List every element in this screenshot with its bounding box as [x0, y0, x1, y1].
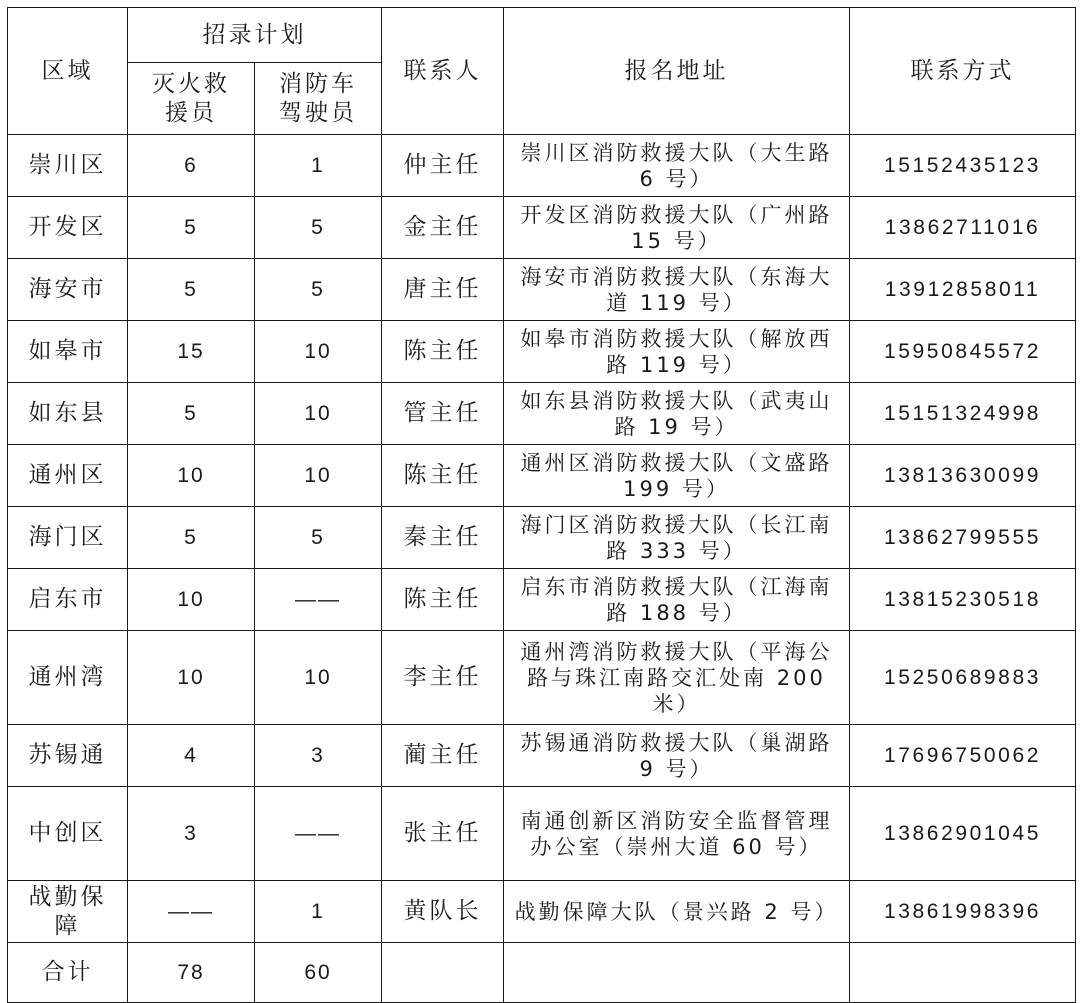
address-cell: 南通创新区消防安全监督管理办公室（崇州大道 60 号） — [504, 787, 850, 881]
header-firefighter: 灭火救援员 — [128, 63, 255, 135]
header-region: 区域 — [8, 8, 128, 135]
table-row — [8, 507, 1076, 569]
header-registration-address: 报名地址 — [504, 8, 850, 135]
region-cell: 崇川区 — [8, 135, 128, 197]
contact-cell: 唐主任 — [382, 259, 504, 321]
total-label: 合计 — [8, 943, 128, 1003]
address-cell: 如皋市消防救援大队（解放西路 119 号） — [504, 321, 850, 383]
address-cell: 如东县消防救援大队（武夷山路 19 号） — [504, 383, 850, 445]
table-row — [8, 197, 1076, 259]
address-cell: 开发区消防救援大队（广州路 15 号） — [504, 197, 850, 259]
region-cell: 海安市 — [8, 259, 128, 321]
address-cell: 通州湾消防救援大队（平海公路与珠江南路交汇处南 200 米） — [504, 631, 850, 725]
firefighter-count: 5 — [128, 383, 255, 445]
table-row — [8, 259, 1076, 321]
address-cell: 启东市消防救援大队（江海南路 188 号） — [504, 569, 850, 631]
firefighter-count: 10 — [128, 631, 255, 725]
phone-cell: 13815230518 — [850, 569, 1076, 631]
table-row — [8, 725, 1076, 787]
address-cell: 苏锡通消防救援大队（巢湖路 9 号） — [504, 725, 850, 787]
phone-cell: 13912858011 — [850, 259, 1076, 321]
region-cell: 如东县 — [8, 383, 128, 445]
table-row — [8, 787, 1076, 881]
driver-count: 10 — [255, 631, 382, 725]
firefighter-count: 10 — [128, 569, 255, 631]
table-row — [8, 631, 1076, 725]
address-cell: 通州区消防救援大队（文盛路 199 号） — [504, 445, 850, 507]
firefighter-count: 5 — [128, 259, 255, 321]
total-firefighter: 78 — [128, 943, 255, 1003]
contact-cell: 陈主任 — [382, 321, 504, 383]
driver-count: 10 — [255, 321, 382, 383]
contact-cell: 黄队长 — [382, 881, 504, 943]
firefighter-count: 3 — [128, 787, 255, 881]
empty-cell — [850, 943, 1076, 1003]
header-contact-phone: 联系方式 — [850, 8, 1076, 135]
firefighter-count: 5 — [128, 507, 255, 569]
phone-cell: 15250689883 — [850, 631, 1076, 725]
firefighter-count: 15 — [128, 321, 255, 383]
phone-cell: 15151324998 — [850, 383, 1076, 445]
phone-cell: 17696750062 — [850, 725, 1076, 787]
table-row — [8, 383, 1076, 445]
region-cell: 海门区 — [8, 507, 128, 569]
driver-count: 10 — [255, 445, 382, 507]
contact-cell: 仲主任 — [382, 135, 504, 197]
driver-count: 5 — [255, 507, 382, 569]
phone-cell: 13862901045 — [850, 787, 1076, 881]
driver-count: —— — [255, 569, 382, 631]
region-cell: 战勤保障 — [8, 881, 128, 943]
contact-cell: 金主任 — [382, 197, 504, 259]
phone-cell: 15950845572 — [850, 321, 1076, 383]
table-row — [8, 445, 1076, 507]
firefighter-count: 10 — [128, 445, 255, 507]
firefighter-count: 6 — [128, 135, 255, 197]
region-cell: 通州湾 — [8, 631, 128, 725]
driver-count: 10 — [255, 383, 382, 445]
address-cell: 海安市消防救援大队（东海大道 119 号） — [504, 259, 850, 321]
contact-cell: 秦主任 — [382, 507, 504, 569]
table-row — [8, 321, 1076, 383]
driver-count: 5 — [255, 197, 382, 259]
contact-cell: 管主任 — [382, 383, 504, 445]
phone-cell: 15152435123 — [850, 135, 1076, 197]
contact-cell: 李主任 — [382, 631, 504, 725]
phone-cell: 13813630099 — [850, 445, 1076, 507]
region-cell: 中创区 — [8, 787, 128, 881]
firefighter-count: 4 — [128, 725, 255, 787]
region-cell: 通州区 — [8, 445, 128, 507]
header-contact-person: 联系人 — [382, 8, 504, 135]
driver-count: 1 — [255, 881, 382, 943]
region-cell: 启东市 — [8, 569, 128, 631]
driver-count: —— — [255, 787, 382, 881]
driver-count: 1 — [255, 135, 382, 197]
phone-cell: 13862799555 — [850, 507, 1076, 569]
driver-count: 5 — [255, 259, 382, 321]
total-row — [8, 943, 1076, 1003]
phone-cell: 13861998396 — [850, 881, 1076, 943]
table-row — [8, 881, 1076, 943]
recruitment-table — [7, 7, 1076, 1003]
driver-count: 3 — [255, 725, 382, 787]
address-cell: 战勤保障大队（景兴路 2 号） — [504, 881, 850, 943]
table-row — [8, 135, 1076, 197]
empty-cell — [504, 943, 850, 1003]
region-cell: 如皋市 — [8, 321, 128, 383]
phone-cell: 13862711016 — [850, 197, 1076, 259]
contact-cell: 张主任 — [382, 787, 504, 881]
address-cell: 崇川区消防救援大队（大生路 6 号） — [504, 135, 850, 197]
region-cell: 开发区 — [8, 197, 128, 259]
contact-cell: 蔺主任 — [382, 725, 504, 787]
contact-cell: 陈主任 — [382, 445, 504, 507]
header-fire-truck-driver: 消防车驾驶员 — [255, 63, 382, 135]
contact-cell: 陈主任 — [382, 569, 504, 631]
address-cell: 海门区消防救援大队（长江南路 333 号） — [504, 507, 850, 569]
firefighter-count: —— — [128, 881, 255, 943]
region-cell: 苏锡通 — [8, 725, 128, 787]
total-driver: 60 — [255, 943, 382, 1003]
table-row — [8, 569, 1076, 631]
header-recruitment-plan: 招录计划 — [128, 8, 382, 63]
empty-cell — [382, 943, 504, 1003]
firefighter-count: 5 — [128, 197, 255, 259]
